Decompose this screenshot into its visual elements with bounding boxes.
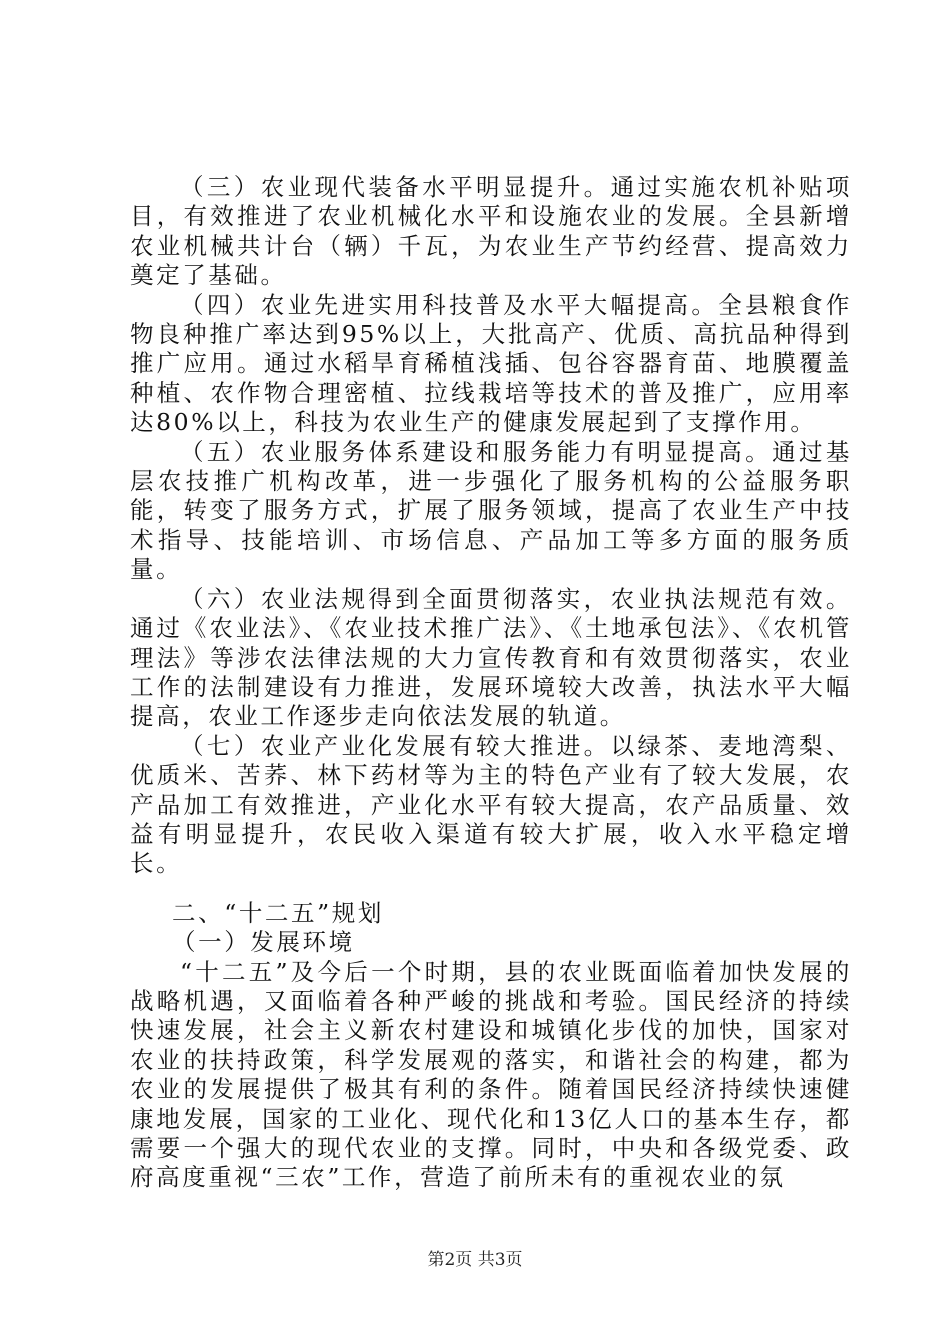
subsection-heading: （一）发展环境 <box>172 928 355 957</box>
paragraph-regulations: （六）农业法规得到全面贯彻落实，农业执法规范有效。通过《农业法》、《农业技术推广法》、《土地承包法》、《农机管理法》等涉农法律法规的大力宣传教育和有效贯彻落实，农业工作的法制建设有力推进，发展环境较大改善，执法水平大幅提高，农业工作逐步走向依法发展的轨道。 <box>130 584 852 731</box>
paragraph-equipment: （三）农业现代装备水平明显提升。通过实施农机补贴项目，有效推进了农业机械化水平和设施农业的发展。全县新增农业机械共计台（辆）千瓦，为农业生产节约经营、提高效力奠定了基础。 <box>130 173 852 290</box>
paragraph-industrialization: （七）农业产业化发展有较大推进。以绿茶、麦地湾梨、优质米、苦荞、林下药材等为主的特色产业有了较大发展，农产品加工有效推进，产业化水平有较大提高，农产品质量、效益有明显提升，农民收入渠道有较大扩展，收入水平稳定增长。 <box>130 731 852 878</box>
paragraph-environment: “十二五”及今后一个时期，县的农业既面临着加快发展的战略机遇，又面临着各种严峻的挑战和考验。国民经济的持续快速发展，社会主义新农村建设和城镇化步伐的加快，国家对农业的扶持政策，科学发展观的落实，和谐社会的构建，都为农业的发展提供了极其有利的条件。随着国民经济持续快速健康地发展，国家的工业化、现代化和13亿人口的基本生存，都需要一个强大的现代农业的支撑。同时，中央和各级党委、政府高度重视“三农”工作，营造了前所未有的重视农业的氛 <box>130 957 852 1192</box>
section-heading: 二、“十二五”规划 <box>172 898 384 927</box>
page-number-footer: 第2页 共3页 <box>427 1250 523 1270</box>
paragraph-services: （五）农业服务体系建设和服务能力有明显提高。通过基层农技推广机构改革，进一步强化了服务机构的公益服务职能，转变了服务方式，扩展了服务领域，提高了农业生产中技术指导、技能培训、市场信息、产品加工等多方面的服务质量。 <box>130 437 852 584</box>
paragraph-technology: （四）农业先进实用科技普及水平大幅提高。全县粮食作物良种推广率达到95%以上，大批高产、优质、高抗品种得到推广应用。通过水稻旱育稀植浅插、包谷容器育苗、地膜覆盖种植、农作物合理密植、拉线栽培等技术的普及推广，应用率达80%以上，科技为农业生产的健康发展起到了支撑作用。 <box>130 290 852 437</box>
document-body <box>130 173 852 1193</box>
